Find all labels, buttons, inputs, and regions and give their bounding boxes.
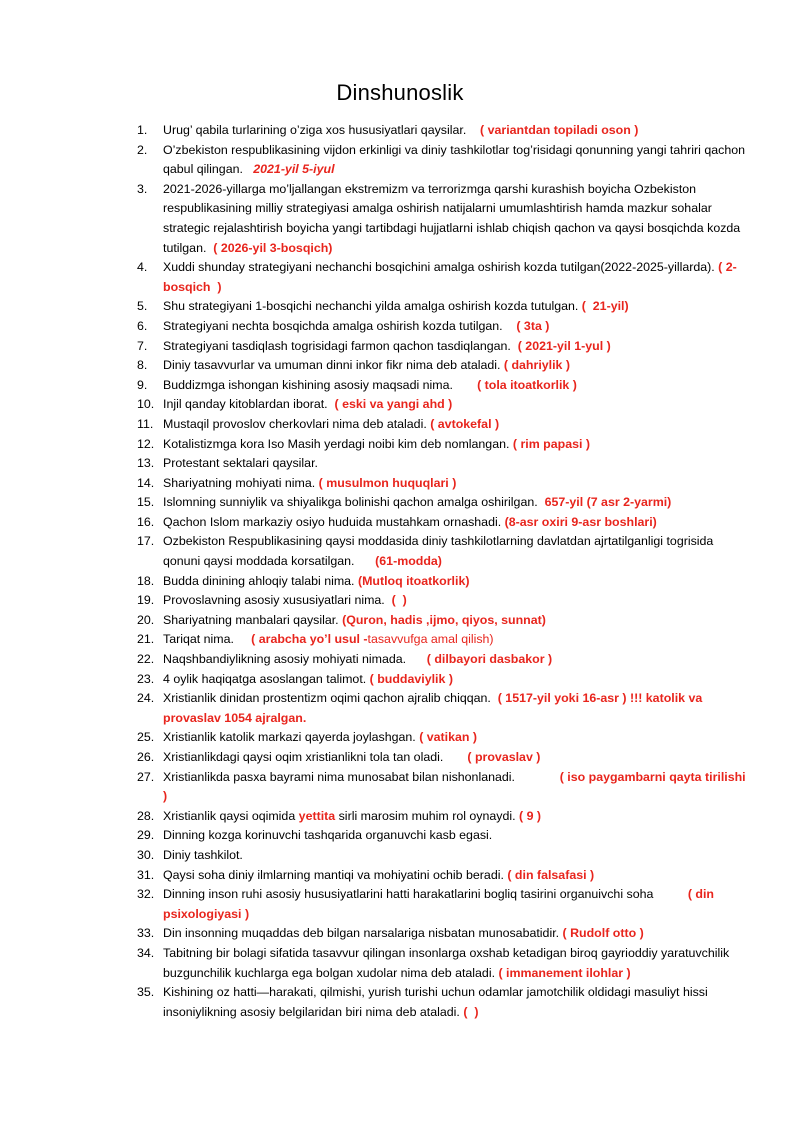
question-number: 24.: [137, 691, 155, 706]
question-number: 8.: [137, 358, 148, 373]
question-item: [137, 376, 748, 396]
question-number: 6.: [137, 318, 148, 333]
answer-text: 2021-yil 5-iyul: [253, 162, 335, 177]
question-text: Strategiyani nechta bosqichda amalga oshirish kozda tutilgan.: [163, 318, 517, 333]
question-number: 25.: [137, 730, 155, 745]
question-number: 33.: [137, 926, 155, 941]
answer-text: 657-yil (7 asr 2-yarmi): [544, 495, 672, 510]
question-text: Din insonning muqaddas deb bilgan narsalariga nisbatan munosabatidir.: [163, 926, 563, 941]
question-list: [137, 121, 753, 1022]
answer-text: ( iso paygambarni qayta tirilishi ): [163, 769, 753, 804]
answer-text: ( vatikan ): [419, 730, 478, 745]
answer-text: ( immanement ilohlar ): [498, 965, 631, 980]
answer-text: ( musulmon huquqlari ): [318, 475, 457, 490]
question-number: 4.: [137, 260, 148, 275]
question-text: Qachon Islom markaziy osiyo huduida mustahkam ornashadi.: [163, 514, 505, 529]
answer-text: ( eski va yangi ahd ): [334, 397, 453, 412]
question-item: [137, 866, 748, 886]
question-item: [137, 924, 748, 944]
answer-text: ( 3ta ): [516, 318, 550, 333]
answer-text: ( dilbayori dasbakor ): [426, 652, 553, 667]
question-item: [137, 826, 748, 846]
question-item: [137, 670, 748, 690]
question-item: [137, 768, 753, 807]
answer-text: ( 21-yil): [581, 299, 629, 314]
question-item: [137, 591, 748, 611]
answer-text: ( 1517-yil yoki 16-asr ) !!! katolik va provaslav 1054 ajralgan.: [163, 691, 706, 725]
question-item: [137, 435, 748, 455]
question-number: 13.: [137, 456, 155, 471]
question-number: 7.: [137, 338, 148, 353]
question-item: [137, 395, 748, 415]
answer-text: ( ): [463, 1004, 479, 1019]
question-text: Xristianlik dinidan prostentizm oqimi qachon ajralib chiqqan.: [163, 691, 498, 706]
answer-text: ( arabcha yo’l usul -: [251, 632, 368, 647]
question-number: 20.: [137, 612, 155, 627]
question-text: Xristianlik qaysi oqimida: [163, 808, 299, 823]
question-text: Tariqat nima.: [163, 632, 252, 647]
answer-text: ( din falsafasi ): [507, 867, 595, 882]
answer-text: (Quron, hadis ,ijmo, qiyos, sunnat): [342, 612, 546, 627]
question-text: Islomning sunniylik va shiyalikga bolinishi qachon amalga oshirilgan.: [163, 495, 545, 510]
question-number: 28.: [137, 808, 155, 823]
question-number: 29.: [137, 828, 155, 843]
question-text: Diniy tasavvurlar va umuman dinni inkor fikr nima deb ataladi.: [163, 358, 504, 373]
question-item: [137, 141, 749, 180]
question-text: O’zbekiston respublikasining vijdon erkinligi va diniy tashkilotlar tog’risidagi qonunning yangi tahriri qachon qabul qilingan.: [163, 142, 749, 177]
answer-text: yettita: [298, 808, 336, 823]
question-number: 14.: [137, 475, 155, 490]
question-item: [137, 630, 748, 650]
answer-text: ( avtokefal ): [430, 416, 500, 431]
question-item: [137, 650, 748, 670]
page-title: Dinshunoslik: [336, 80, 464, 105]
question-item: [137, 454, 748, 474]
question-number: 10.: [137, 397, 155, 412]
answer-text: tasavvufga amal qilish): [367, 632, 494, 647]
question-text: Injil qanday kitoblardan iborat.: [163, 397, 335, 412]
question-text: Diniy tashkilot.: [163, 847, 243, 862]
question-item: [137, 532, 748, 571]
answer-text: ( dahriylik ): [503, 358, 571, 373]
question-number: 21.: [137, 632, 155, 647]
question-text: Kishining oz hatti—harakati, qilmishi, yurish turishi uchun odamlar jamotchilik oldidagi masuliyt hissi insoniylikning asosiy belgilaridan biri nima deb ataladi.: [163, 985, 712, 1019]
question-text: Xristianlikdagi qaysi oqim xristianlikni tola tan oladi.: [163, 750, 468, 764]
question-item: [137, 748, 748, 768]
answer-text: ( 2026-yil 3-bosqich): [213, 240, 333, 255]
question-text: 4 oylik haqiqatga asoslangan talimot.: [163, 671, 370, 686]
question-text: Shariyatning manbalari qaysilar.: [163, 612, 343, 627]
question-text: Tabitning bir bolagi sifatida tasavvur qilingan insonlarga oxshab ketadigan biroq gayrioddiy yaratuvchilik buzgunchilik kuchlarga ega bolgan xudolar nima deb ataladi.: [163, 945, 733, 980]
question-number: 11.: [137, 416, 154, 431]
question-number: 18.: [137, 573, 155, 588]
question-item: [137, 513, 748, 533]
question-number: 26.: [137, 750, 155, 764]
answer-text: ( 2-bosqich ): [163, 260, 737, 294]
question-item: [137, 572, 748, 592]
answer-text: ( Rudolf otto ): [562, 926, 644, 941]
question-number: 22.: [137, 652, 155, 667]
question-item: [137, 474, 748, 494]
question-number: 17.: [137, 534, 155, 549]
question-text: Xristianlik katolik markazi qayerda joylashgan.: [163, 730, 420, 745]
question-text: Protestant sektalari qaysilar.: [163, 456, 318, 471]
question-text: Xuddi shunday strategiyani nechanchi bosqichini amalga oshirish kozda tutilgan(2022-2025-yillarda).: [163, 260, 719, 275]
question-item: [137, 356, 748, 376]
question-number: 9.: [137, 377, 148, 392]
question-item: [137, 121, 748, 141]
question-number: 30.: [137, 847, 155, 862]
answer-text: (Mutloq itoatkorlik): [357, 573, 470, 588]
question-text: Budda dinining ahloqiy talabi nima.: [163, 573, 358, 588]
question-text: 2021-2026-yillarga mo’ljallangan ekstremizm va terrorizmga qarshi kurashish boyicha Ozbekiston respublikasining milliy strategiyasi amalga oshirish natijalarni umumlashtirish hamda mazkur sohalar strategic rejalashtirish boyicha yangi tartibdagi hujjatlarni ishlab chiqish qachon va qaysi bosqichda kozda tutilgan.: [163, 181, 744, 255]
answer-text: ( buddaviylik ): [369, 671, 453, 686]
question-number: 32.: [137, 887, 155, 902]
question-text: Kotalistizmga kora Iso Masih yerdagi noibi kim deb nomlangan.: [163, 436, 513, 451]
question-number: 2.: [137, 142, 148, 157]
question-item: [137, 846, 748, 866]
question-text: Strategiyani tasdiqlash togrisidagi farmon qachon tasdiqlangan.: [163, 338, 518, 353]
question-item: [137, 611, 748, 631]
question-number: 27.: [137, 769, 155, 784]
question-item: [137, 944, 748, 983]
question-text: sirli marosim muhim rol oynaydi.: [335, 808, 520, 823]
question-item: [137, 180, 748, 258]
question-item: [137, 807, 748, 827]
answer-text: ( din psixologiyasi ): [163, 887, 718, 921]
question-item: [137, 728, 748, 748]
question-number: 19.: [137, 593, 155, 608]
question-number: 16.: [137, 514, 155, 529]
question-number: 23.: [137, 671, 155, 686]
question-item: [137, 258, 748, 297]
question-text: Shariyatning mohiyati nima.: [163, 475, 319, 490]
answer-text: ( ): [391, 593, 407, 608]
question-text: Buddizmga ishongan kishining asosiy maqsadi nima.: [163, 377, 478, 392]
question-item: [137, 689, 748, 728]
answer-text: ( variantdan topiladi oson ): [480, 123, 639, 137]
answer-text: ( provaslav ): [467, 750, 541, 764]
question-text: Provoslavning asosiy xususiyatlari nima.: [163, 593, 392, 608]
question-text: Qaysi soha diniy ilmlarning mantiqi va mohiyatini ochib beradi.: [163, 867, 508, 882]
answer-text: ( tola itoatkorlik ): [477, 377, 577, 392]
question-text: Naqshbandiylikning asosiy mohiyati nimada.: [163, 652, 427, 667]
answer-text: ( 9 ): [519, 808, 542, 823]
question-item: [137, 317, 748, 337]
question-text: Urug’ qabila turlarining o’ziga xos hususiyatlari qaysilar.: [163, 123, 481, 137]
question-number: 34.: [137, 945, 155, 960]
question-item: [137, 885, 748, 924]
question-number: 12.: [137, 436, 155, 451]
question-number: 15.: [137, 495, 155, 510]
question-number: 35.: [137, 985, 155, 1000]
question-item: [137, 983, 748, 1022]
question-number: 31.: [137, 867, 155, 882]
answer-text: (8-asr oxiri 9-asr boshlari): [504, 514, 657, 529]
answer-text: ( 2021-yil 1-yul ): [517, 338, 611, 353]
question-item: [137, 337, 748, 357]
answer-text: (61-modda): [375, 554, 442, 569]
question-text: Xristianlikda pasxa bayrami nima munosabat bilan nishonlanadi.: [163, 769, 560, 784]
question-text: Ozbekiston Respublikasining qaysi moddasida diniy tashkilotlarning davlatdan ajrtatilganligi togrisida qonuni qaysi moddada korsatilgan.: [163, 534, 717, 569]
question-number: 5.: [137, 299, 148, 314]
question-text: Dinning kozga korinuvchi tashqarida organuvchi kasb egasi.: [163, 828, 493, 843]
question-item: [137, 415, 748, 435]
question-number: 3.: [137, 181, 148, 196]
question-text: Dinning inson ruhi asosiy hususiyatlarini hatti harakatlarini bogliq tasirini organuivchi soha: [163, 887, 688, 902]
question-item: [137, 297, 748, 317]
question-item: [137, 493, 748, 513]
question-text: Mustaqil provoslov cherkovlari nima deb ataladi.: [163, 416, 431, 431]
answer-text: ( rim papasi ): [512, 436, 590, 451]
question-text: Shu strategiyani 1-bosqichi nechanchi yilda amalga oshirish kozda tutulgan.: [163, 299, 582, 314]
question-number: 1.: [137, 123, 148, 137]
